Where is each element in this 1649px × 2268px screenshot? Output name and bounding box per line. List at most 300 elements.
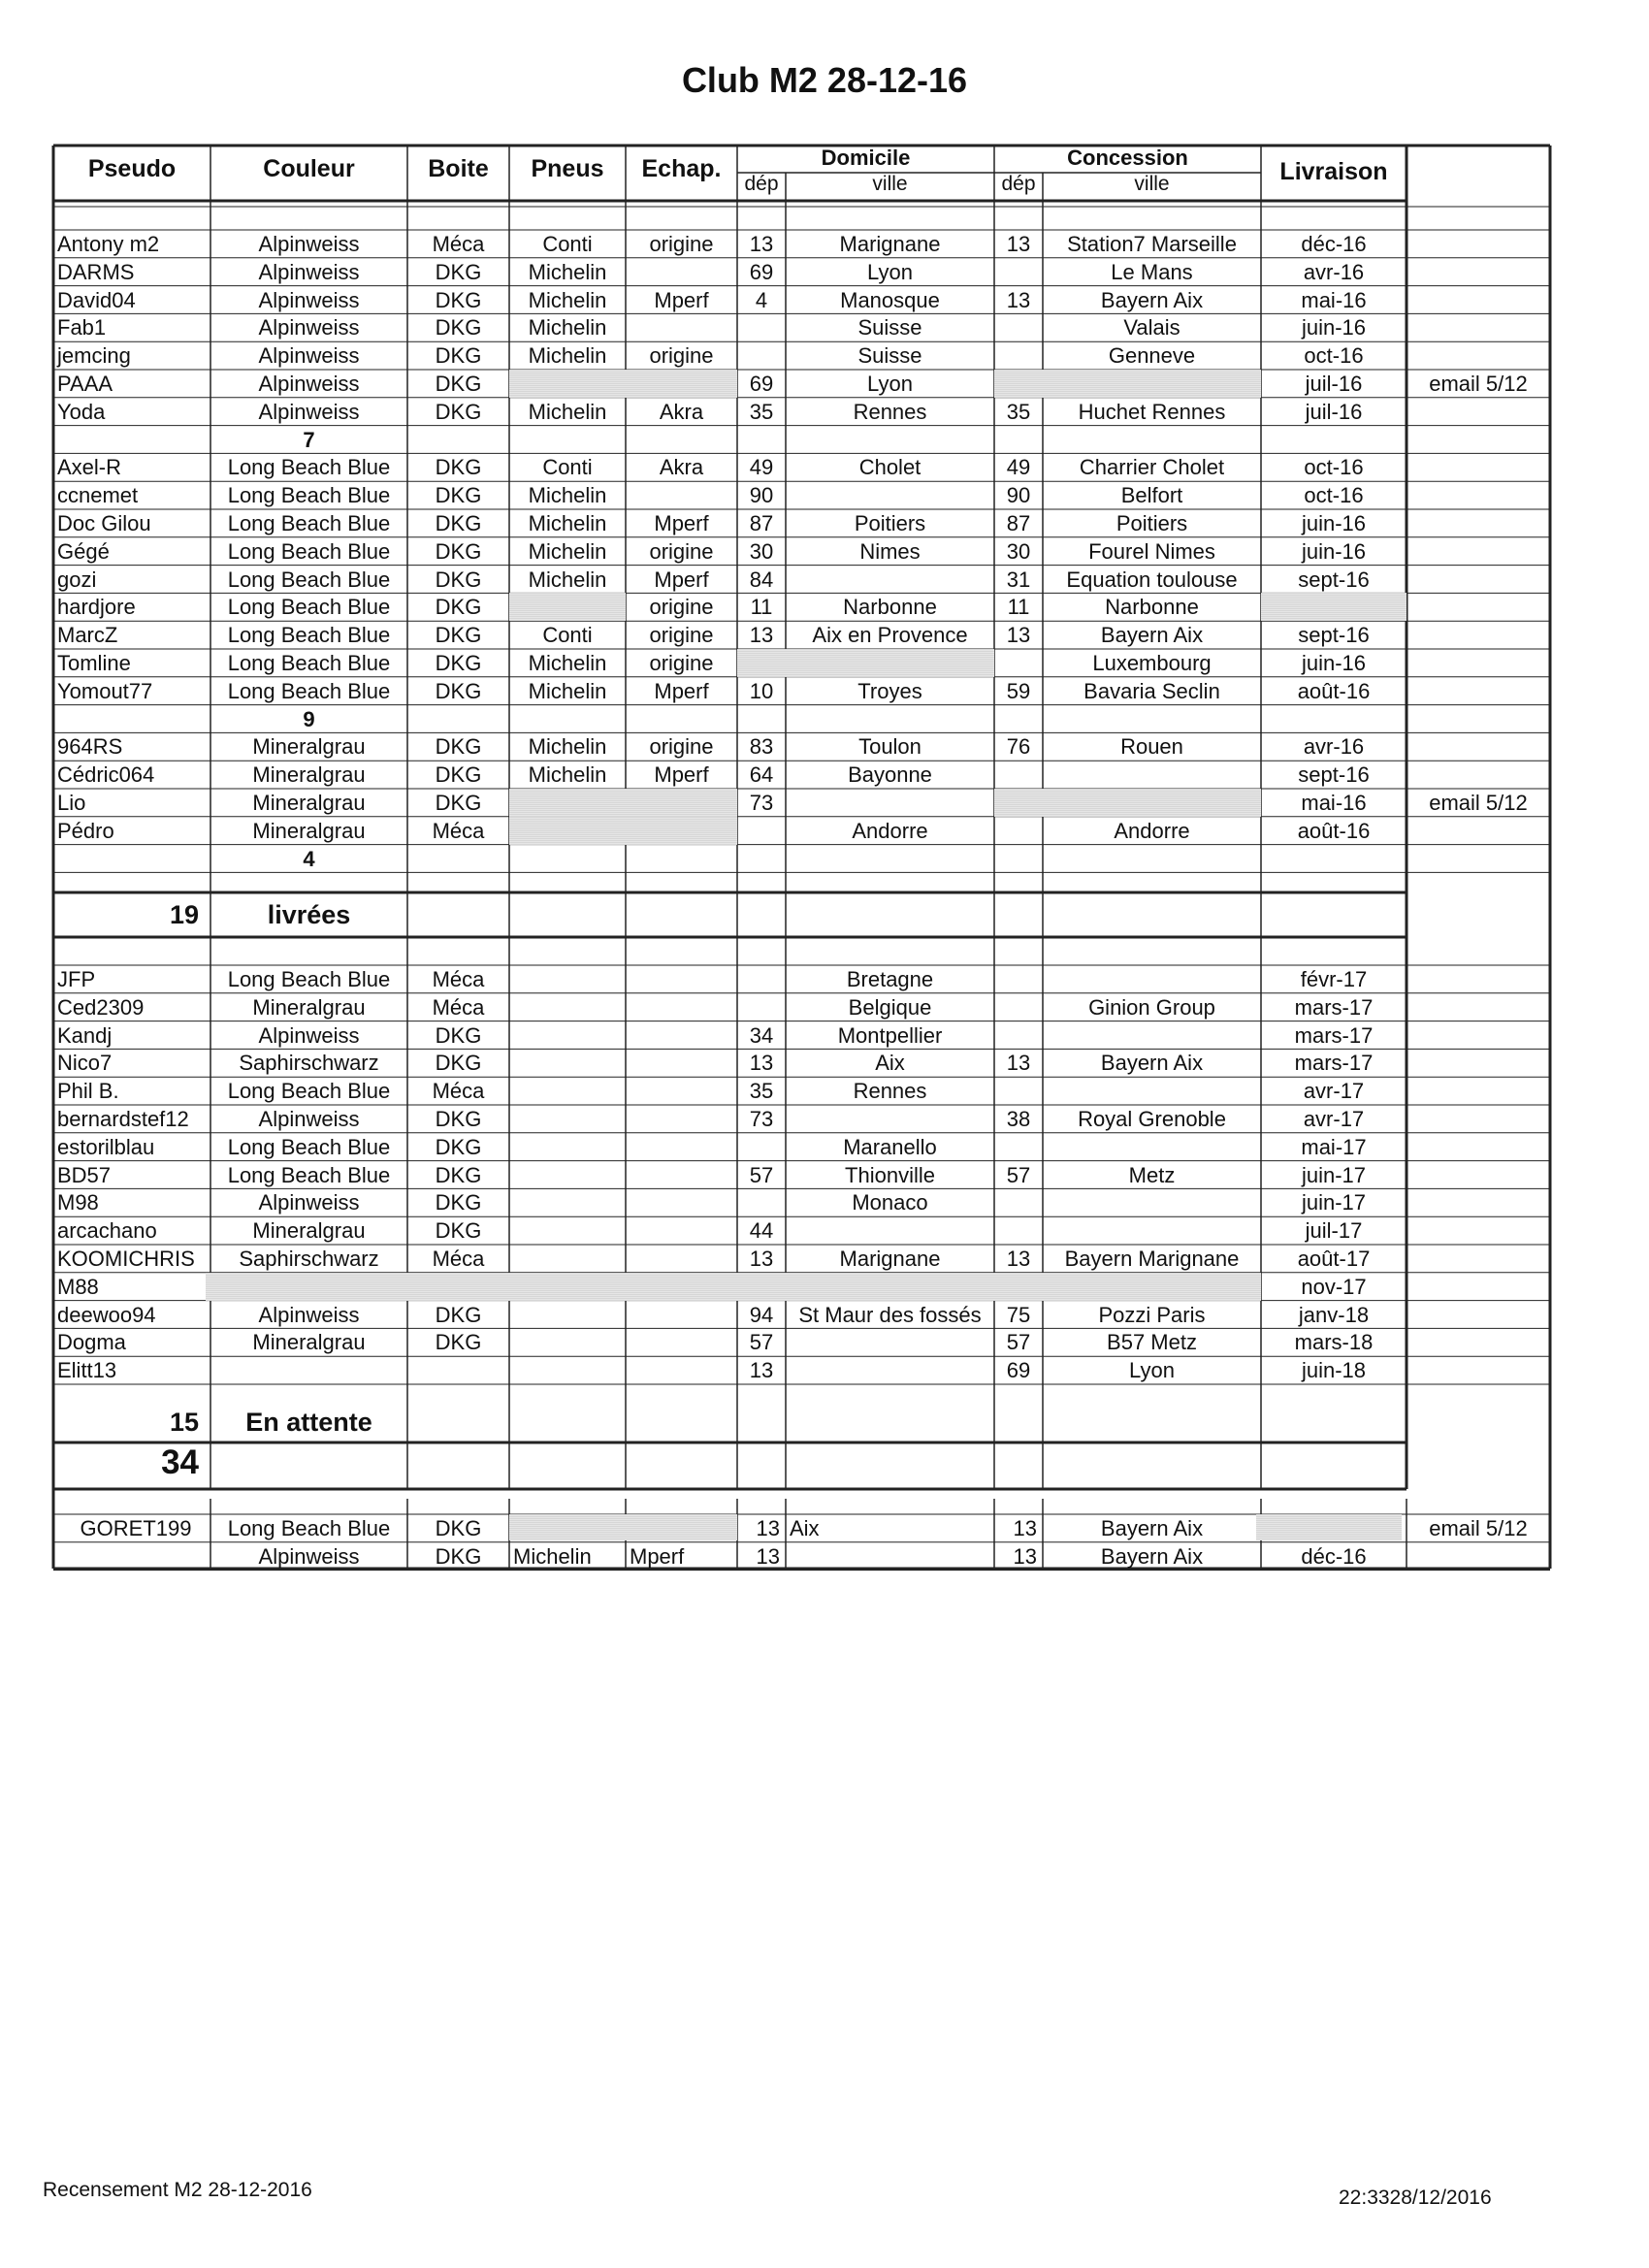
cell-dep-domicile: 87 bbox=[749, 511, 774, 535]
cell-ville-concession: Station7 Marseille bbox=[1067, 232, 1237, 256]
cell-remarque: email 5/12 bbox=[1429, 791, 1528, 815]
cell-couleur: Long Beach Blue bbox=[227, 651, 391, 675]
cell-couleur: Mineralgrau bbox=[252, 734, 366, 760]
cell-pneus: Michelin bbox=[528, 399, 607, 424]
cell-pseudo: BD57 bbox=[57, 1162, 112, 1187]
cell-couleur: Alpinweiss bbox=[258, 1543, 360, 1569]
cell-dep-concession: 38 bbox=[1006, 1107, 1031, 1131]
cell-pseudo: KOOMICHRIS bbox=[57, 1247, 195, 1271]
cell-boite: DKG bbox=[435, 567, 482, 592]
cell-ville-concession: Narbonne bbox=[1105, 595, 1199, 620]
cell-boite: DKG bbox=[435, 1190, 482, 1215]
cell-echap: Mperf bbox=[630, 1543, 685, 1569]
cell-couleur: Mineralgrau bbox=[252, 994, 366, 1020]
cell-livraison: mai-17 bbox=[1301, 1134, 1367, 1159]
cell-dep-concession: 90 bbox=[1006, 483, 1031, 508]
shaded-cell bbox=[509, 593, 626, 621]
cell-livraison: déc-16 bbox=[1301, 232, 1367, 256]
cell-pseudo: PAAA bbox=[57, 372, 113, 396]
cell-livraison: oct-16 bbox=[1304, 343, 1364, 369]
cell-dep-concession: 57 bbox=[1006, 1162, 1031, 1187]
cell-livraison: avr-17 bbox=[1303, 1107, 1365, 1131]
cell-boite: DKG bbox=[435, 651, 482, 675]
cell-boite: Méca bbox=[432, 232, 485, 256]
cell-pneus: Conti bbox=[542, 232, 593, 256]
cell-boite: DKG bbox=[435, 1302, 482, 1327]
cell-pseudo: gozi bbox=[57, 567, 97, 592]
shaded-cell bbox=[509, 1514, 737, 1540]
cell-livraison: juil-16 bbox=[1305, 372, 1363, 396]
cell-echap: origine bbox=[649, 623, 714, 648]
cell-pneus: Michelin bbox=[528, 762, 607, 788]
cell-couleur: Saphirschwarz bbox=[239, 1051, 379, 1076]
cell-boite: DKG bbox=[435, 623, 482, 648]
grand-total: 34 bbox=[161, 1443, 199, 1481]
cell-couleur: Long Beach Blue bbox=[227, 967, 391, 991]
footer-right: 22:3328/12/2016 bbox=[1339, 2187, 1492, 2209]
cell-boite: DKG bbox=[435, 1330, 482, 1355]
cell-dep-domicile: 13 bbox=[756, 1543, 780, 1569]
cell-dep-concession: 13 bbox=[1006, 287, 1031, 312]
cell-boite: DKG bbox=[435, 1218, 482, 1244]
cell-boite: DKG bbox=[435, 483, 482, 508]
cell-boite: DKG bbox=[435, 734, 482, 760]
cell-pseudo: Yoda bbox=[57, 399, 106, 424]
header-concession: Concession bbox=[1067, 146, 1188, 170]
cell-livraison: avr-16 bbox=[1303, 259, 1365, 284]
cell-couleur: Alpinweiss bbox=[258, 1190, 360, 1215]
shaded-cell bbox=[206, 1273, 737, 1301]
cell-dep-concession: 49 bbox=[1006, 455, 1031, 480]
cell-dep-domicile: 30 bbox=[749, 538, 774, 564]
cell-pseudo: M88 bbox=[57, 1274, 99, 1299]
cell-pseudo: 964RS bbox=[57, 734, 123, 760]
cell-couleur: Long Beach Blue bbox=[227, 678, 391, 703]
header-dep-concession: dép bbox=[1001, 173, 1036, 195]
cell-boite: DKG bbox=[435, 399, 482, 424]
cell-livraison: juin-16 bbox=[1301, 651, 1367, 675]
cell-ville-concession: Lyon bbox=[1129, 1358, 1175, 1383]
cell-dep-concession: 35 bbox=[1006, 399, 1031, 424]
delivered-total-label: livrées bbox=[267, 900, 351, 929]
cell-ville-concession: Andorre bbox=[1114, 818, 1190, 843]
cell-pneus: Michelin bbox=[528, 567, 607, 592]
cell-pseudo: Ced2309 bbox=[57, 994, 145, 1020]
cell-dep-domicile: 57 bbox=[749, 1330, 774, 1355]
cell-ville-domicile: Aix bbox=[790, 1516, 820, 1540]
cell-pneus: Michelin bbox=[528, 287, 607, 312]
cell-dep-domicile: 13 bbox=[749, 1358, 774, 1383]
shaded-cell bbox=[509, 789, 737, 817]
group-count: 9 bbox=[303, 706, 315, 731]
cell-couleur: Long Beach Blue bbox=[227, 623, 391, 648]
cell-boite: Méca bbox=[432, 1079, 485, 1104]
cell-boite: DKG bbox=[435, 259, 482, 284]
cell-couleur: Long Beach Blue bbox=[227, 1134, 391, 1159]
cell-pneus: Michelin bbox=[528, 343, 607, 369]
cell-ville-concession: Bayern Aix bbox=[1100, 1543, 1204, 1569]
cell-boite: DKG bbox=[435, 1543, 482, 1569]
cell-couleur: Long Beach Blue bbox=[227, 483, 391, 508]
cell-ville-concession: Bayern Aix bbox=[1100, 623, 1204, 648]
cell-ville-concession: B57 Metz bbox=[1107, 1330, 1197, 1355]
cell-dep-concession: 87 bbox=[1006, 511, 1031, 535]
header-pneus: Pneus bbox=[531, 155, 604, 182]
cell-couleur: Long Beach Blue bbox=[227, 1162, 391, 1187]
cell-ville-domicile: Poitiers bbox=[854, 511, 926, 535]
cell-dep-domicile: 34 bbox=[749, 1022, 774, 1048]
cell-pseudo: ccnemet bbox=[57, 483, 139, 508]
cell-pneus: Michelin bbox=[528, 315, 607, 340]
cell-ville-concession: Charrier Cholet bbox=[1079, 455, 1225, 480]
cell-ville-concession: Bayern Marignane bbox=[1064, 1247, 1240, 1271]
cell-ville-concession: Bayern Aix bbox=[1100, 287, 1204, 312]
cell-boite: DKG bbox=[435, 791, 482, 815]
cell-boite: DKG bbox=[435, 455, 482, 480]
cell-livraison: juin-17 bbox=[1301, 1190, 1367, 1215]
cell-couleur: Long Beach Blue bbox=[227, 455, 391, 480]
cell-boite: DKG bbox=[435, 343, 482, 369]
cell-echap: origine bbox=[649, 538, 714, 564]
cell-livraison: mai-16 bbox=[1301, 791, 1367, 815]
cell-pneus: Michelin bbox=[528, 483, 607, 508]
cell-livraison: mars-18 bbox=[1294, 1330, 1374, 1355]
cell-pneus: Michelin bbox=[528, 538, 607, 564]
cell-ville-concession: Valais bbox=[1123, 315, 1180, 340]
cell-couleur: Alpinweiss bbox=[258, 232, 360, 256]
cell-couleur: Alpinweiss bbox=[258, 1302, 360, 1327]
cell-pseudo: Axel-R bbox=[57, 455, 122, 480]
cell-livraison: août-16 bbox=[1297, 818, 1371, 843]
group-count: 4 bbox=[303, 846, 315, 871]
cell-dep-domicile: 94 bbox=[749, 1302, 774, 1327]
cell-livraison: sept-16 bbox=[1298, 567, 1370, 592]
cell-dep-concession: 13 bbox=[1006, 1051, 1031, 1076]
cell-pseudo: DARMS bbox=[57, 259, 135, 284]
cell-livraison: nov-17 bbox=[1301, 1274, 1367, 1299]
cell-livraison: janv-18 bbox=[1298, 1302, 1370, 1327]
cell-dep-domicile: 73 bbox=[749, 1107, 774, 1131]
cell-ville-concession: Ginion Group bbox=[1088, 994, 1215, 1020]
cell-boite: DKG bbox=[435, 1162, 482, 1187]
shaded-cell bbox=[994, 370, 1261, 398]
cell-pseudo: Lio bbox=[57, 791, 86, 815]
cell-pseudo: Tomline bbox=[57, 651, 131, 675]
cell-pseudo: Elitt13 bbox=[57, 1358, 117, 1383]
cell-livraison: août-17 bbox=[1297, 1247, 1371, 1271]
cell-pseudo: Gégé bbox=[57, 538, 110, 564]
cell-ville-concession: Belfort bbox=[1120, 483, 1183, 508]
cell-livraison: mars-17 bbox=[1294, 1022, 1374, 1048]
cell-ville-concession: Bayern Aix bbox=[1100, 1051, 1204, 1076]
cell-livraison: mai-16 bbox=[1301, 287, 1367, 312]
cell-echap: origine bbox=[649, 232, 714, 256]
cell-couleur: Alpinweiss bbox=[258, 315, 360, 340]
cell-echap: origine bbox=[649, 595, 714, 620]
header-domicile: Domicile bbox=[821, 146, 911, 170]
shaded-cell bbox=[509, 817, 737, 845]
cell-livraison: juil-16 bbox=[1305, 399, 1363, 424]
cell-echap: origine bbox=[649, 651, 714, 675]
cell-couleur: Mineralgrau bbox=[252, 1218, 366, 1244]
cell-ville-domicile: Montpellier bbox=[837, 1022, 943, 1048]
cell-pneus: Michelin bbox=[528, 259, 607, 284]
cell-couleur: Alpinweiss bbox=[258, 287, 360, 312]
cell-couleur: Long Beach Blue bbox=[227, 1079, 391, 1104]
cell-ville-concession: Bayern Aix bbox=[1100, 1516, 1204, 1540]
cell-dep-concession: 76 bbox=[1006, 734, 1031, 760]
cell-ville-domicile: Lyon bbox=[867, 259, 913, 284]
cell-couleur: Long Beach Blue bbox=[227, 567, 391, 592]
cell-echap: Mperf bbox=[654, 511, 709, 535]
cell-boite: DKG bbox=[435, 1516, 482, 1540]
cell-ville-domicile: Monaco bbox=[852, 1190, 928, 1215]
cell-pseudo: Antony m2 bbox=[57, 232, 160, 256]
cell-boite: DKG bbox=[435, 1051, 482, 1076]
cell-pseudo: Phil B. bbox=[57, 1079, 119, 1104]
shaded-cell bbox=[737, 649, 994, 677]
cell-ville-concession: Huchet Rennes bbox=[1078, 399, 1226, 424]
cell-couleur: Long Beach Blue bbox=[227, 538, 391, 564]
cell-pseudo: deewoo94 bbox=[57, 1302, 156, 1327]
cell-boite: Méca bbox=[432, 967, 485, 991]
shaded-cell bbox=[1261, 593, 1406, 621]
cell-pneus: Michelin bbox=[528, 734, 607, 760]
cell-dep-concession: 57 bbox=[1006, 1330, 1031, 1355]
cell-ville-concession: Le Mans bbox=[1111, 259, 1193, 284]
cell-ville-concession: Luxembourg bbox=[1092, 651, 1212, 675]
cell-ville-domicile: Marignane bbox=[839, 1247, 941, 1271]
cell-pseudo: Nico7 bbox=[57, 1051, 113, 1076]
cell-ville-domicile: Aix en Provence bbox=[812, 623, 968, 648]
cell-ville-domicile: Cholet bbox=[858, 455, 922, 480]
cell-livraison: févr-17 bbox=[1300, 967, 1368, 991]
cell-boite: DKG bbox=[435, 315, 482, 340]
cell-boite: DKG bbox=[435, 762, 482, 788]
cell-ville-domicile: Troyes bbox=[857, 678, 922, 703]
group-count: 7 bbox=[303, 427, 315, 452]
cell-dep-domicile: 11 bbox=[750, 595, 773, 620]
cell-couleur: Long Beach Blue bbox=[227, 1516, 391, 1540]
cell-echap: Akra bbox=[659, 455, 704, 480]
cell-pseudo: Dogma bbox=[57, 1330, 126, 1355]
cell-echap: Mperf bbox=[654, 762, 709, 788]
cell-livraison: juin-18 bbox=[1301, 1358, 1367, 1383]
cell-livraison: juin-16 bbox=[1301, 511, 1367, 535]
cell-dep-domicile: 83 bbox=[749, 734, 774, 760]
cell-ville-concession: Fourel Nimes bbox=[1088, 538, 1215, 564]
cell-pseudo: Doc Gilou bbox=[57, 511, 151, 535]
cell-ville-concession: Rouen bbox=[1120, 734, 1183, 760]
cell-livraison: oct-16 bbox=[1304, 483, 1364, 508]
cell-ville-domicile: Thionville bbox=[845, 1162, 935, 1187]
cell-boite: DKG bbox=[435, 1107, 482, 1131]
cell-dep-domicile: 4 bbox=[755, 287, 768, 312]
cell-dep-domicile: 10 bbox=[749, 678, 774, 703]
cell-dep-domicile: 35 bbox=[749, 1079, 774, 1104]
cell-couleur: Mineralgrau bbox=[252, 762, 366, 788]
cell-pseudo: Cédric064 bbox=[57, 762, 155, 788]
cell-ville-domicile: Nimes bbox=[859, 538, 921, 564]
cell-livraison: juil-17 bbox=[1305, 1218, 1363, 1244]
cell-pneus: Michelin bbox=[528, 511, 607, 535]
cell-ville-domicile: Bayonne bbox=[848, 762, 932, 788]
cell-remarque: email 5/12 bbox=[1429, 1516, 1528, 1540]
cell-dep-concession: 31 bbox=[1006, 567, 1031, 592]
cell-dep-domicile: 73 bbox=[749, 791, 774, 815]
cell-couleur: Mineralgrau bbox=[252, 791, 366, 815]
cell-boite: DKG bbox=[435, 511, 482, 535]
cell-dep-concession: 13 bbox=[1013, 1543, 1037, 1569]
page-title: Club M2 28-12-16 bbox=[681, 60, 968, 100]
cell-dep-domicile: 69 bbox=[749, 372, 774, 396]
cell-echap: Mperf bbox=[654, 678, 709, 703]
cell-pseudo: M98 bbox=[57, 1190, 99, 1215]
cell-livraison: sept-16 bbox=[1298, 623, 1370, 648]
cell-dep-concession: 59 bbox=[1006, 678, 1031, 703]
cell-ville-domicile: Maranello bbox=[843, 1134, 937, 1159]
cell-pseudo: GORET199 bbox=[80, 1516, 192, 1540]
cell-ville-domicile: Suisse bbox=[857, 315, 922, 340]
cell-ville-concession: Bavaria Seclin bbox=[1083, 678, 1220, 703]
cell-echap: origine bbox=[649, 343, 714, 369]
cell-couleur: Long Beach Blue bbox=[227, 595, 391, 620]
cell-pneus: Michelin bbox=[528, 678, 607, 703]
header-ville-concession: ville bbox=[1134, 173, 1170, 195]
cell-boite: Méca bbox=[432, 1247, 485, 1271]
cell-pseudo: Fab1 bbox=[57, 315, 107, 340]
cell-dep-concession: 69 bbox=[1006, 1358, 1031, 1383]
cell-dep-domicile: 13 bbox=[749, 1051, 774, 1076]
cell-dep-concession: 75 bbox=[1006, 1302, 1031, 1327]
cell-boite: DKG bbox=[435, 1134, 482, 1159]
cell-dep-domicile: 69 bbox=[749, 259, 774, 284]
cell-livraison: mars-17 bbox=[1294, 994, 1374, 1020]
cell-boite: Méca bbox=[432, 994, 485, 1020]
cell-ville-concession: Royal Grenoble bbox=[1078, 1107, 1226, 1131]
cell-ville-domicile: Belgique bbox=[848, 994, 932, 1020]
cell-echap: Mperf bbox=[654, 287, 709, 312]
cell-ville-concession: Metz bbox=[1128, 1162, 1176, 1187]
cell-pseudo: MarcZ bbox=[57, 623, 118, 648]
delivered-total-count: 19 bbox=[169, 900, 199, 929]
cell-boite: DKG bbox=[435, 595, 482, 620]
cell-ville-domicile: Narbonne bbox=[843, 595, 937, 620]
cell-ville-domicile: St Maur des fossés bbox=[798, 1302, 982, 1327]
cell-dep-domicile: 13 bbox=[749, 1247, 774, 1271]
cell-dep-domicile: 90 bbox=[749, 483, 774, 508]
cell-ville-concession: Pozzi Paris bbox=[1098, 1302, 1206, 1327]
cell-dep-domicile: 49 bbox=[749, 455, 774, 480]
cell-ville-concession: Equation toulouse bbox=[1066, 567, 1238, 592]
cell-ville-domicile: Andorre bbox=[852, 818, 928, 843]
cell-boite: DKG bbox=[435, 287, 482, 312]
cell-ville-domicile: Marignane bbox=[839, 232, 941, 256]
footer-left: Recensement M2 28-12-2016 bbox=[43, 2179, 312, 2201]
header-ville-domicile: ville bbox=[872, 173, 908, 195]
cell-pseudo: bernardstef12 bbox=[57, 1107, 189, 1131]
cell-dep-domicile: 13 bbox=[749, 623, 774, 648]
cell-ville-domicile: Suisse bbox=[857, 343, 922, 369]
cell-pseudo: JFP bbox=[57, 967, 96, 991]
cell-pneus: Michelin bbox=[513, 1543, 592, 1569]
header-boite: Boite bbox=[428, 155, 489, 182]
cell-ville-domicile: Lyon bbox=[867, 372, 913, 396]
cell-dep-concession: 30 bbox=[1006, 538, 1031, 564]
cell-couleur: Alpinweiss bbox=[258, 1022, 360, 1048]
cell-dep-concession: 13 bbox=[1006, 623, 1031, 648]
header-pseudo: Pseudo bbox=[87, 155, 177, 182]
cell-livraison: déc-16 bbox=[1301, 1543, 1367, 1569]
shaded-cell bbox=[994, 789, 1261, 817]
cell-ville-domicile: Rennes bbox=[853, 399, 927, 424]
cell-ville-domicile: Manosque bbox=[840, 287, 940, 312]
header-dep-domicile: dép bbox=[744, 173, 779, 195]
cell-ville-concession: Genneve bbox=[1108, 343, 1196, 369]
cell-echap: Akra bbox=[659, 399, 704, 424]
cell-dep-concession: 13 bbox=[1013, 1516, 1037, 1540]
cell-pneus: Conti bbox=[542, 455, 593, 480]
cell-ville-domicile: Rennes bbox=[853, 1079, 927, 1104]
cell-dep-domicile: 57 bbox=[749, 1162, 774, 1187]
cell-livraison: avr-16 bbox=[1303, 734, 1365, 760]
cell-ville-domicile: Toulon bbox=[858, 734, 922, 760]
cell-livraison: juin-16 bbox=[1301, 315, 1367, 340]
cell-pseudo: Kandj bbox=[57, 1022, 113, 1048]
cell-dep-domicile: 64 bbox=[749, 762, 774, 788]
cell-dep-concession: 13 bbox=[1006, 232, 1031, 256]
cell-pseudo: hardjore bbox=[57, 595, 136, 620]
cell-ville-domicile: Aix bbox=[875, 1051, 905, 1076]
cell-ville-domicile: Bretagne bbox=[846, 967, 934, 991]
cell-couleur: Mineralgrau bbox=[252, 1330, 366, 1355]
cell-couleur: Alpinweiss bbox=[258, 399, 360, 424]
shaded-cell bbox=[1256, 1514, 1402, 1540]
cell-dep-concession: 13 bbox=[1006, 1247, 1031, 1271]
cell-pseudo: Pédro bbox=[57, 818, 114, 843]
cell-dep-domicile: 44 bbox=[749, 1218, 774, 1244]
cell-pseudo: jemcing bbox=[57, 343, 131, 369]
cell-livraison: mars-17 bbox=[1294, 1051, 1374, 1076]
cell-couleur: Alpinweiss bbox=[258, 259, 360, 284]
cell-boite: DKG bbox=[435, 678, 482, 703]
cell-pneus: Conti bbox=[542, 623, 593, 648]
cell-echap: Mperf bbox=[654, 567, 709, 592]
cell-livraison: oct-16 bbox=[1304, 455, 1364, 480]
cell-ville-concession: Poitiers bbox=[1116, 511, 1188, 535]
cell-dep-concession: 11 bbox=[1007, 595, 1030, 620]
header-echap: Echap. bbox=[641, 155, 722, 182]
cell-livraison: sept-16 bbox=[1298, 762, 1370, 788]
cell-couleur: Long Beach Blue bbox=[227, 511, 391, 535]
cell-pseudo: arcachano bbox=[57, 1218, 157, 1244]
waiting-total-label: En attente bbox=[245, 1408, 372, 1437]
cell-echap: origine bbox=[649, 734, 714, 760]
cell-remarque: email 5/12 bbox=[1429, 372, 1528, 396]
cell-livraison: juin-16 bbox=[1301, 538, 1367, 564]
cell-boite: DKG bbox=[435, 1022, 482, 1048]
header-couleur: Couleur bbox=[263, 155, 355, 182]
cell-couleur: Alpinweiss bbox=[258, 1107, 360, 1131]
cell-couleur: Mineralgrau bbox=[252, 818, 366, 843]
cell-couleur: Alpinweiss bbox=[258, 372, 360, 396]
cell-livraison: juin-17 bbox=[1301, 1162, 1367, 1187]
cell-livraison: août-16 bbox=[1297, 678, 1371, 703]
cell-boite: DKG bbox=[435, 538, 482, 564]
cell-dep-domicile: 35 bbox=[749, 399, 774, 424]
cell-dep-domicile: 84 bbox=[749, 567, 774, 592]
cell-pseudo: estorilblau bbox=[57, 1134, 155, 1159]
